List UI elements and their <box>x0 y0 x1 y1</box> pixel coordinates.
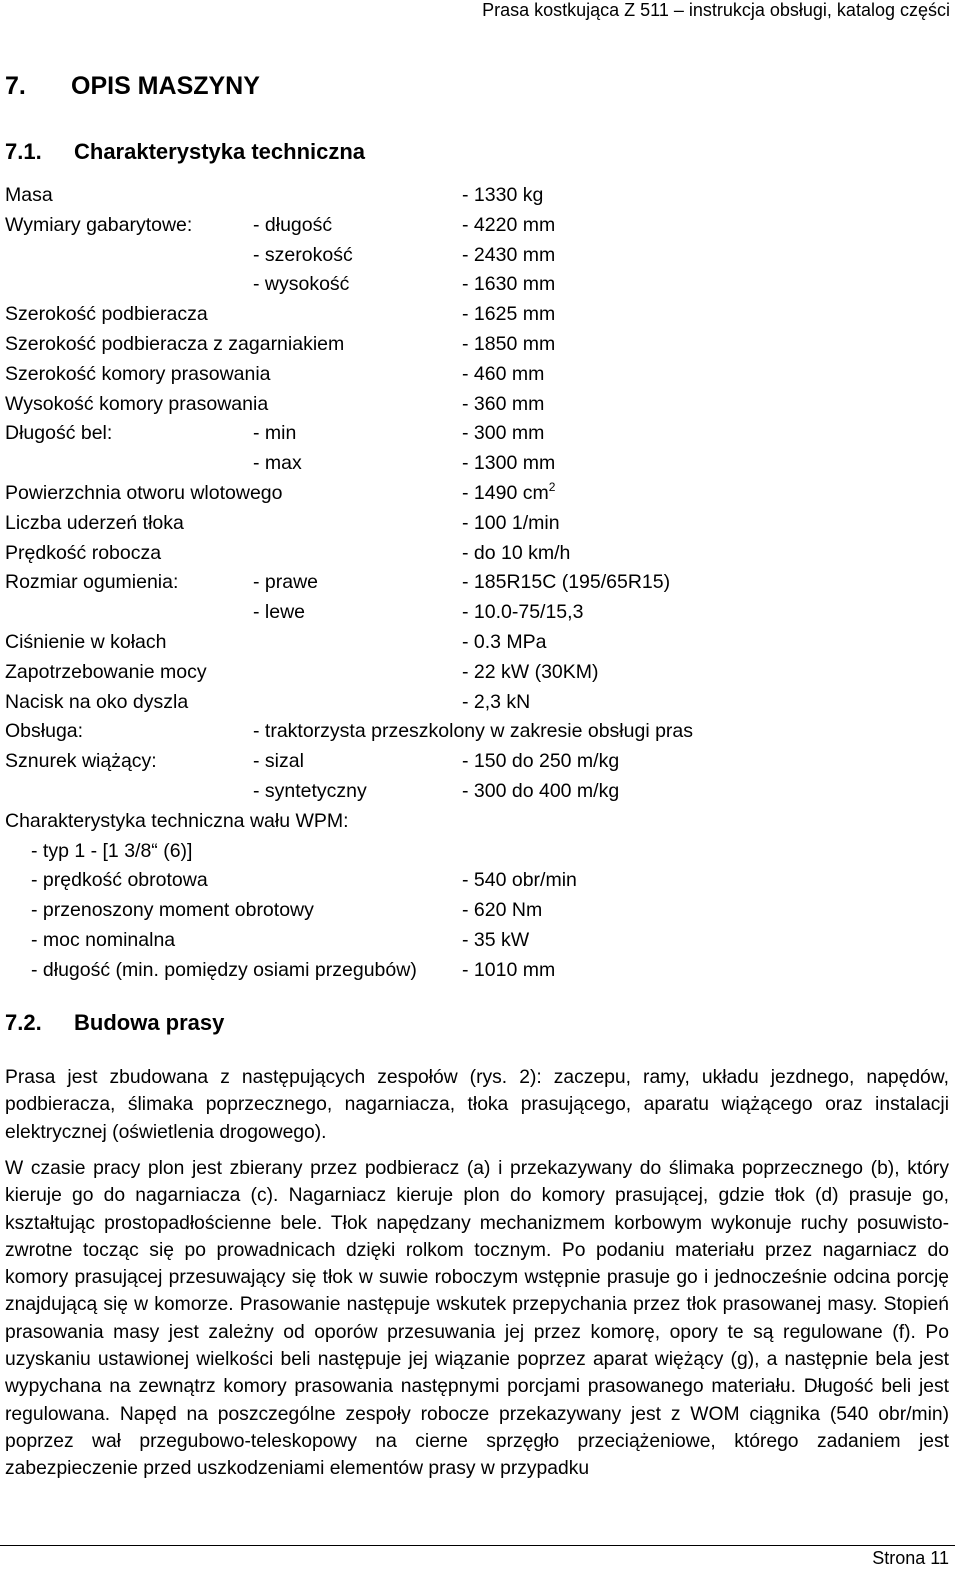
section-number: 7.1. <box>5 139 42 164</box>
spec-sublabel-text: - długość (min. pomiędzy osiami przegubów) <box>31 958 417 981</box>
spec-value <box>462 270 555 300</box>
section-title: OPIS MASZYNY <box>71 72 260 100</box>
spec-label <box>5 658 207 688</box>
spec-table <box>5 181 955 986</box>
spec-label <box>5 181 53 211</box>
section-7-2-heading <box>5 1010 224 1036</box>
spec-row <box>5 807 955 837</box>
spec-sublabel <box>31 896 314 926</box>
spec-value-text: - do 10 km/h <box>462 541 571 564</box>
section-7-1-heading <box>5 139 365 165</box>
spec-label <box>5 419 112 449</box>
spec-row <box>5 330 955 360</box>
spec-label-text: Ciśnienie w kołach <box>5 630 167 653</box>
spec-value-text: - 4220 mm <box>462 213 556 236</box>
spec-row <box>5 598 955 628</box>
spec-row <box>5 926 955 956</box>
spec-parameter-text: - max <box>253 452 302 475</box>
spec-label-text: Obsługa: <box>5 720 84 743</box>
spec-row <box>5 479 955 509</box>
spec-row <box>5 509 955 539</box>
spec-value-text: - 540 obr/min <box>462 869 577 892</box>
spec-parameter-text: - sizal <box>253 750 304 773</box>
spec-value <box>462 926 529 956</box>
spec-label <box>5 688 188 718</box>
spec-parameter-text: - lewe <box>253 601 306 624</box>
spec-parameter <box>253 211 332 241</box>
spec-label-text: Powierzchnia otworu wlotowego <box>5 481 283 504</box>
spec-value-text: - 1850 mm <box>462 332 556 355</box>
spec-value-text: - 300 mm <box>462 422 545 445</box>
spec-label-text: Rozmiar ogumienia: <box>5 571 179 594</box>
spec-label <box>5 509 184 539</box>
spec-row <box>5 241 955 271</box>
spec-value-text: - 22 kW (30KM) <box>462 660 599 683</box>
spec-row <box>5 956 955 986</box>
paragraph-1: Prasa jest zbudowana z następujących zespołów (rys. 2): zaczepu, ramy, układu jezdnego, napędów, podbieracza, ślimaka poprzecznego, nagarniacza, tłoka prasującego, aparatu wiążącego oraz instalacji elektrycznej (oświetlenia drogowego). <box>5 1067 949 1143</box>
spec-sublabel <box>31 926 175 956</box>
spec-value-text: - 2430 mm <box>462 243 556 266</box>
spec-value-text: - 1490 cm <box>462 481 549 504</box>
spec-row <box>5 837 955 867</box>
spec-value-text: - 460 mm <box>462 362 545 385</box>
spec-parameter <box>253 241 353 271</box>
spec-label-text: Wysokość komory prasowania <box>5 392 269 415</box>
spec-value <box>462 211 555 241</box>
spec-value-text: - 1625 mm <box>462 303 556 326</box>
unit-superscript: 2 <box>548 479 556 494</box>
spec-value <box>462 568 670 598</box>
spec-value <box>462 628 547 658</box>
spec-value <box>462 598 583 628</box>
spec-row <box>5 270 955 300</box>
spec-label <box>5 717 83 747</box>
spec-sublabel <box>31 956 417 986</box>
spec-label-text: Szerokość podbieracza <box>5 303 208 326</box>
spec-value <box>462 747 619 777</box>
spec-row <box>5 539 955 569</box>
spec-value-text: - 100 1/min <box>462 511 560 534</box>
spec-value <box>462 449 555 479</box>
spec-label-text: Nacisk na oko dyszla <box>5 690 189 713</box>
spec-row <box>5 300 955 330</box>
spec-row <box>5 181 955 211</box>
spec-value <box>462 390 544 420</box>
spec-label <box>5 300 208 330</box>
spec-row <box>5 419 955 449</box>
spec-row <box>5 777 955 807</box>
spec-parameter <box>253 449 302 479</box>
spec-value <box>462 241 555 271</box>
spec-value-text: - 1300 mm <box>462 452 556 475</box>
spec-value <box>462 330 555 360</box>
spec-label <box>5 628 167 658</box>
spec-parameter-text: - prawe <box>253 571 319 594</box>
paragraph-2: W czasie pracy plon jest zbierany przez podbieracz (a) i przekazywany do ślimaka poprzecznego (b), który kieruje go do nagarniacza (c). Nagarniacz kieruje plon do komory prasującej, gdzie tłok (d) prasuje go, kształtując prostopadłościenne bele. Tłok napędzany mechanizmem korbowym wykonuje ruchy posuwisto-zwrotne tocząc się po prowadnicach dzięki rolkom tocznym. Po podaniu materiału przez nagarniacz do komory prasującej przesuwający się tłok w suwie roboczym wstępnie prasuje go i jednocześnie odcina porcję znajdującą się w komorze. Prasowanie następuje wskutek przepychania przez tłok prasowanej masy. Stopień prasowania masy jest zależny od oporów przesuwania jej przez komorę, opory te są regulowane (f). Po uzyskaniu ustawionej wielkości beli następuje jej wiązanie poprzez aparat więżący (g), a następnie bela jest wypychana na zewnątrz komory prasowania następnymi porcjami prasowanego materiału. Długość beli jest regulowana. Napęd na poszczególne zespoły robocze przekazywany jest z WOM ciągnika (540 obr/min) poprzez wał przegubowo-teleskopowy na cierne sprzęgło przeciążeniowe, którego zadaniem jest zabezpieczenie przed uszkodzeniami elementów prasy w przypadku <box>5 1158 949 1480</box>
spec-sublabel-text: - prędkość obrotowa <box>31 869 208 892</box>
spec-value <box>462 300 555 330</box>
spec-label-text: Liczba uderzeń tłoka <box>5 511 184 534</box>
spec-parameter <box>253 419 296 449</box>
spec-value <box>462 539 570 569</box>
spec-row <box>5 390 955 420</box>
spec-parameter <box>253 598 305 628</box>
spec-value-text: - 150 do 250 m/kg <box>462 750 620 773</box>
spec-value-text: - 360 mm <box>462 392 545 415</box>
spec-value-text: - 620 Nm <box>462 899 543 922</box>
spec-parameter <box>253 777 367 807</box>
spec-label <box>5 390 268 420</box>
spec-value <box>462 956 555 986</box>
spec-label <box>5 330 344 360</box>
page-footer <box>0 1535 955 1577</box>
spec-parameter-text: - wysokość <box>253 273 350 296</box>
spec-label <box>5 807 349 837</box>
section-number: 7. <box>5 72 26 100</box>
spec-value <box>462 866 577 896</box>
spec-row <box>5 717 955 747</box>
spec-parameter <box>253 717 693 747</box>
spec-value-text: - 2,3 kN <box>462 690 531 713</box>
spec-sublabel <box>31 866 208 896</box>
spec-row <box>5 747 955 777</box>
spec-parameter <box>253 270 349 300</box>
spec-value <box>462 777 619 807</box>
spec-value-text: - 185R15C (195/65R15) <box>462 571 671 594</box>
spec-label-text: Wymiary gabarytowe: <box>5 213 193 236</box>
spec-row <box>5 688 955 718</box>
section-title: Charakterystyka techniczna <box>74 139 366 164</box>
spec-parameter-text: - min <box>253 422 297 445</box>
spec-label-text: Zapotrzebowanie mocy <box>5 660 207 683</box>
spec-value-text: - 300 do 400 m/kg <box>462 779 620 802</box>
spec-value-text: - 1330 kg <box>462 184 544 206</box>
spec-row <box>5 211 955 241</box>
spec-row <box>5 360 955 390</box>
spec-value <box>462 509 560 539</box>
spec-value-text: - 10.0-75/15,3 <box>462 601 584 624</box>
spec-value <box>462 896 542 926</box>
section-7-heading <box>5 72 260 101</box>
spec-label <box>5 747 157 777</box>
spec-value-text: - 0.3 MPa <box>462 630 547 653</box>
spec-row <box>5 658 955 688</box>
spec-parameter <box>253 747 304 777</box>
spec-value <box>462 688 530 718</box>
spec-row <box>5 866 955 896</box>
spec-value <box>462 419 544 449</box>
spec-label <box>5 539 161 569</box>
spec-label <box>5 211 192 241</box>
spec-value <box>462 658 599 688</box>
spec-value-text: - 35 kW <box>462 928 530 951</box>
spec-value <box>462 360 544 390</box>
spec-label <box>5 568 178 598</box>
spec-value <box>462 181 543 211</box>
spec-label-text: Długość bel: <box>5 422 113 445</box>
spec-parameter-text: - długość <box>253 213 333 236</box>
spec-label-text: Prędkość robocza <box>5 541 162 564</box>
page-header <box>482 0 950 20</box>
spec-label <box>5 479 282 509</box>
spec-value-text: - 1630 mm <box>462 273 556 296</box>
spec-value <box>462 479 555 509</box>
spec-label-text: Szerokość podbieracza z zagarniakiem <box>5 332 345 355</box>
spec-parameter-text: - syntetyczny <box>253 779 367 802</box>
spec-row <box>5 568 955 598</box>
spec-parameter-text: - traktorzysta przeszkolony w zakresie obsługi pras <box>253 720 693 743</box>
spec-label-text: Sznurek wiążący: <box>5 750 157 773</box>
spec-row <box>5 628 955 658</box>
footer-divider <box>0 1545 955 1546</box>
section-number: 7.2. <box>5 1010 42 1035</box>
spec-value-text: - 1010 mm <box>462 958 556 981</box>
spec-label-text: Szerokość komory prasowania <box>5 362 271 385</box>
spec-row <box>5 449 955 479</box>
spec-parameter <box>253 568 318 598</box>
spec-row <box>5 896 955 926</box>
section-title: Budowa prasy <box>74 1010 225 1035</box>
page-number: Strona 11 <box>872 1548 949 1568</box>
spec-label-text: Charakterystyka techniczna wału WPM: <box>5 809 349 832</box>
spec-label <box>5 360 271 390</box>
document-title: Prasa kostkująca Z 511 – instrukcja obsługi, katalog części <box>482 0 950 20</box>
spec-sublabel-text: - typ 1 - [1 3/8“ (6)] <box>31 839 193 862</box>
spec-label-text: Masa <box>5 184 53 206</box>
spec-sublabel <box>31 837 192 867</box>
spec-parameter-text: - szerokość <box>253 243 353 266</box>
spec-sublabel-text: - przenoszony moment obrotowy <box>31 899 314 922</box>
spec-sublabel-text: - moc nominalna <box>31 928 176 951</box>
